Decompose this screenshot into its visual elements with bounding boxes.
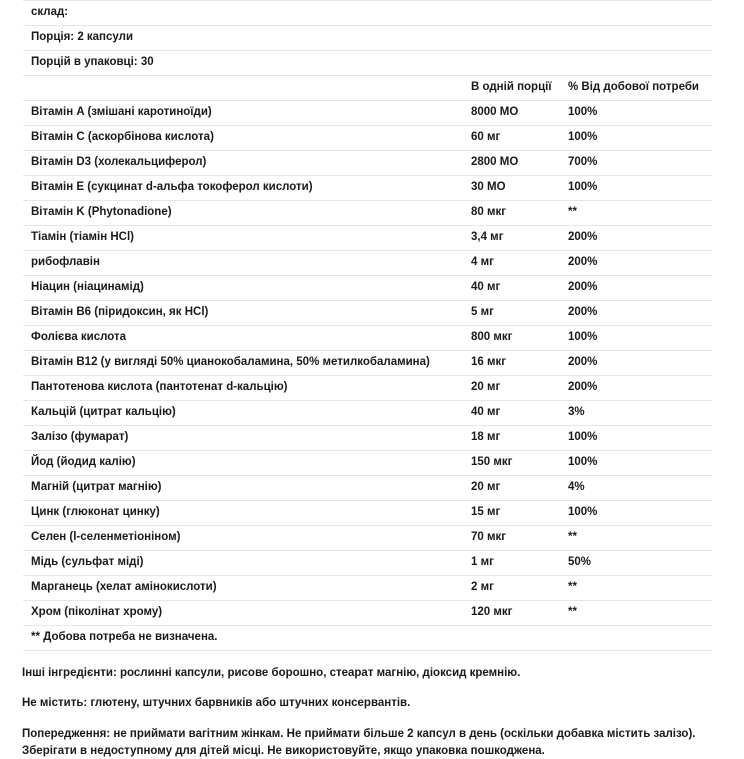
nutrient-daily-value: 200% bbox=[568, 226, 712, 251]
nutrient-amount: 8000 МО bbox=[471, 101, 568, 126]
supplement-facts-table bbox=[23, 0, 712, 651]
nutrient-name: Магній (цитрат магнію) bbox=[23, 476, 471, 501]
nutrient-amount: 15 мг bbox=[471, 501, 568, 526]
nutrient-daily-value: 100% bbox=[568, 451, 712, 476]
nutrient-amount: 16 мкг bbox=[471, 351, 568, 376]
nutrient-daily-value: ** bbox=[568, 526, 712, 551]
table-row bbox=[23, 251, 712, 276]
nutrient-daily-value: ** bbox=[568, 576, 712, 601]
nutrient-daily-value: 100% bbox=[568, 126, 712, 151]
servings-per-container-row bbox=[23, 51, 712, 76]
table-row bbox=[23, 176, 712, 201]
nutrient-daily-value: 3% bbox=[568, 401, 712, 426]
label-title: склад: bbox=[23, 1, 712, 26]
nutrient-daily-value: 200% bbox=[568, 276, 712, 301]
nutrient-amount: 3,4 мг bbox=[471, 226, 568, 251]
table-row bbox=[23, 426, 712, 451]
nutrient-name: Ніацин (ніацинамід) bbox=[23, 276, 471, 301]
nutrient-amount: 5 мг bbox=[471, 301, 568, 326]
free-from-text: Не містить: глютену, штучних барвників або штучних консервантів. bbox=[22, 697, 411, 710]
table-row bbox=[23, 526, 712, 551]
nutrient-amount: 40 мг bbox=[471, 401, 568, 426]
nutrient-name: Вітамін C (аскорбінова кислота) bbox=[23, 126, 471, 151]
table-row bbox=[23, 301, 712, 326]
footnote-row bbox=[23, 626, 712, 651]
serving-size-row bbox=[23, 26, 712, 51]
nutrient-name: Цинк (глюконат цинку) bbox=[23, 501, 471, 526]
supplement-facts-body bbox=[23, 1, 712, 651]
nutrient-amount: 2800 МО bbox=[471, 151, 568, 176]
table-row bbox=[23, 126, 712, 151]
nutrient-daily-value: ** bbox=[568, 201, 712, 226]
nutrient-amount: 1 мг bbox=[471, 551, 568, 576]
table-row bbox=[23, 326, 712, 351]
table-row bbox=[23, 201, 712, 226]
nutrient-name: Вітамін A (змішані каротиноїди) bbox=[23, 101, 471, 126]
table-row bbox=[23, 451, 712, 476]
nutrient-daily-value: 200% bbox=[568, 251, 712, 276]
nutrient-name: Пантотенова кислота (пантотенат d-кальцію) bbox=[23, 376, 471, 401]
nutrient-daily-value: 100% bbox=[568, 501, 712, 526]
nutrient-name: Тіамін (тіамін HCl) bbox=[23, 226, 471, 251]
nutrient-daily-value: 100% bbox=[568, 426, 712, 451]
nutrient-name: Кальцій (цитрат кальцію) bbox=[23, 401, 471, 426]
table-row bbox=[23, 576, 712, 601]
nutrient-amount: 80 мкг bbox=[471, 201, 568, 226]
table-row bbox=[23, 276, 712, 301]
nutrient-daily-value: 100% bbox=[568, 101, 712, 126]
nutrient-amount: 60 мг bbox=[471, 126, 568, 151]
column-header-nutrient bbox=[23, 76, 471, 101]
nutrient-daily-value: 200% bbox=[568, 376, 712, 401]
nutrient-name: Вітамін E (сукцинат d-альфа токоферол кислоти) bbox=[23, 176, 471, 201]
nutrient-daily-value: 200% bbox=[568, 351, 712, 376]
servings-per-container: Порцій в упаковці: 30 bbox=[23, 51, 712, 76]
warning-text: Попередження: не приймати вагітним жінкам. Не приймати більше 2 капсул в день (оскільки добавка містить залізо). Зберігати в недоступному для дітей місці. Не використовуйте, якщо упаковка пошкоджена. bbox=[22, 728, 696, 757]
daily-value-footnote: ** Добова потреба не визначена. bbox=[23, 626, 712, 651]
column-header-percent-daily-value: % Від добової потреби bbox=[568, 76, 712, 101]
nutrient-name: Марганець (хелат амінокислоти) bbox=[23, 576, 471, 601]
nutrient-name: Фолієва кислота bbox=[23, 326, 471, 351]
label-title-row bbox=[23, 1, 712, 26]
table-row bbox=[23, 501, 712, 526]
nutrient-name: Хром (піколінат хрому) bbox=[23, 601, 471, 626]
nutrient-name: Вітамін B6 (піридоксин, як HCl) bbox=[23, 301, 471, 326]
nutrient-daily-value: 700% bbox=[568, 151, 712, 176]
serving-size: Порція: 2 капсули bbox=[23, 26, 712, 51]
nutrient-name: рибофлавін bbox=[23, 251, 471, 276]
nutrient-amount: 4 мг bbox=[471, 251, 568, 276]
table-header-row bbox=[23, 76, 712, 101]
nutrient-name: Вітамін D3 (холекальциферол) bbox=[23, 151, 471, 176]
nutrient-amount: 30 МО bbox=[471, 176, 568, 201]
table-row bbox=[23, 151, 712, 176]
table-row bbox=[23, 551, 712, 576]
nutrient-amount: 150 мкг bbox=[471, 451, 568, 476]
table-row bbox=[23, 401, 712, 426]
table-row bbox=[23, 226, 712, 251]
nutrient-daily-value: 100% bbox=[568, 326, 712, 351]
nutrient-name: Залізо (фумарат) bbox=[23, 426, 471, 451]
column-header-amount-per-serving: В одній порції bbox=[471, 76, 568, 101]
nutrient-daily-value: 4% bbox=[568, 476, 712, 501]
nutrient-name: Йод (йодид калію) bbox=[23, 451, 471, 476]
other-ingredients-text: Інші інгредієнти: рослинні капсули, рисове борошно, стеарат магнію, діоксид кремнію. bbox=[22, 667, 521, 679]
nutrient-amount: 18 мг bbox=[471, 426, 568, 451]
nutrient-amount: 20 мг bbox=[471, 476, 568, 501]
nutrient-amount: 800 мкг bbox=[471, 326, 568, 351]
nutrient-name: Вітамін K (Phytonadione) bbox=[23, 201, 471, 226]
nutrient-daily-value: ** bbox=[568, 601, 712, 626]
nutrient-daily-value: 50% bbox=[568, 551, 712, 576]
nutrient-daily-value: 100% bbox=[568, 176, 712, 201]
nutrient-daily-value: 200% bbox=[568, 301, 712, 326]
nutrient-name: Вітамін B12 (у вигляді 50% цианокобаламина, 50% метилкобаламина) bbox=[23, 351, 471, 376]
table-row bbox=[23, 101, 712, 126]
nutrient-name: Мідь (сульфат міді) bbox=[23, 551, 471, 576]
nutrient-amount: 20 мг bbox=[471, 376, 568, 401]
table-row bbox=[23, 351, 712, 376]
nutrient-amount: 120 мкг bbox=[471, 601, 568, 626]
label-notes bbox=[22, 666, 728, 759]
nutrient-name: Селен (l-селенметіоніном) bbox=[23, 526, 471, 551]
nutrient-amount: 40 мг bbox=[471, 276, 568, 301]
nutrient-amount: 2 мг bbox=[471, 576, 568, 601]
table-row bbox=[23, 376, 712, 401]
table-row bbox=[23, 476, 712, 501]
nutrient-amount: 70 мкг bbox=[471, 526, 568, 551]
table-row bbox=[23, 601, 712, 626]
